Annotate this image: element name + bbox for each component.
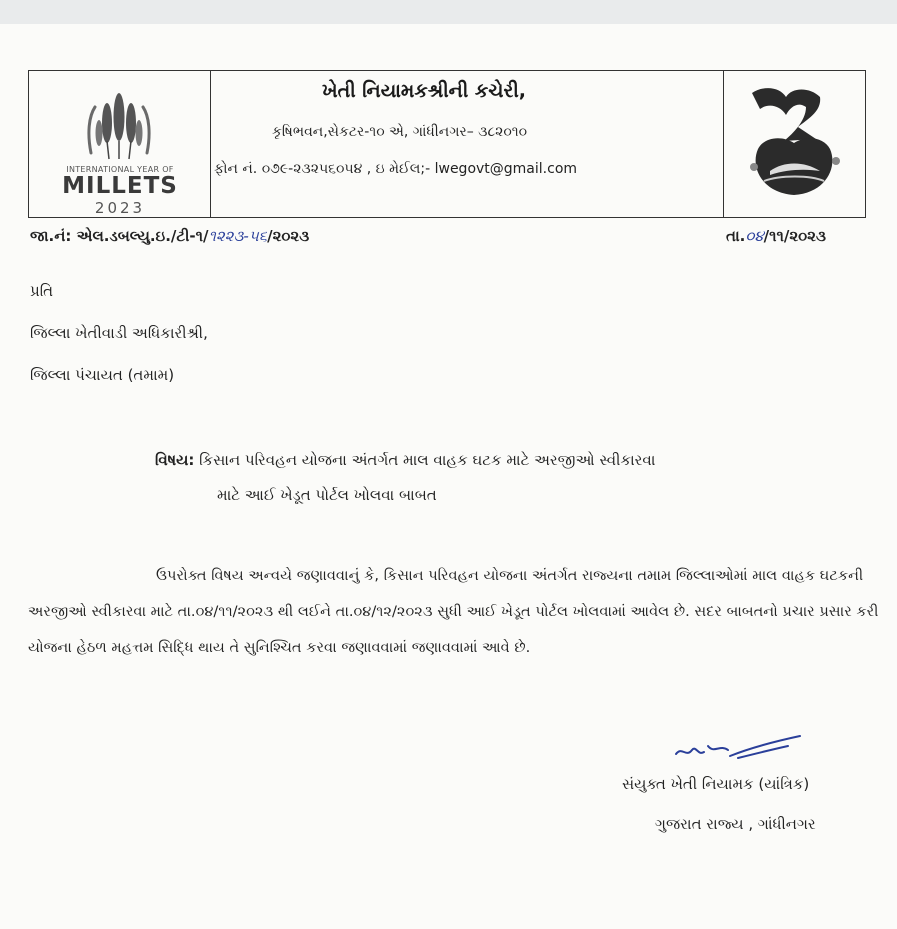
signatory-place: ગુજરાત રાજ્ય , ગાંધીનગર: [655, 815, 816, 833]
millets-logo-tagline: INTERNATIONAL YEAR OF: [66, 165, 174, 174]
office-address: કૃષિભવન,સેકટર-૧૦ એ, ગાંધીનગર– ૩૮૨૦૧૦: [272, 124, 528, 140]
reference-number: [30, 227, 309, 245]
office-name: ખેતી નિયામકશ્રીની કચેરી,: [322, 80, 526, 102]
date-prefix: તા.: [726, 227, 746, 245]
recipient-officer: જિલ્લા ખેતીવાડી અધિકારીશ્રી,: [30, 324, 208, 342]
subject-line-2: માટે આઈ ખેડૂત પોર્ટલ ખોલવા બાબત: [217, 486, 437, 504]
department-emblem-icon: [724, 71, 864, 217]
recipient-panchayat: જિલ્લા પંચાયત (તમામ): [30, 366, 175, 384]
letter-body: [28, 558, 880, 666]
subject-line-1: કિસાન પરિવહન યોજના અંતર્ગત માલ વાહક ઘટક માટે અરજીઓ સ્વીકારવા: [194, 451, 656, 469]
millets-logo: [29, 71, 211, 217]
reference-prefix: જા.નં: એલ.ડબલ્યુ.ઇ./ટી-૧/: [30, 227, 209, 245]
date-handwritten-day: ૦૪: [745, 227, 764, 245]
department-emblem: [723, 71, 865, 217]
date-suffix: /૧૧/૨૦૨૩: [763, 227, 826, 245]
handwritten-signature: [672, 732, 812, 772]
reference-handwritten-number: ૧૨૨૩-૫૬: [208, 227, 268, 245]
body-paragraph: ઉપરોક્ત વિષય અન્વયે જણાવવાનું કે, કિસાન પરિવહન યોજના અંતર્ગત રાજ્યના તમામ જિલ્લાઓમાં માલ વાહક ઘટકની અરજીઓ સ્વીકારવા માટે તા.૦૪/૧૧/૨૦૨૩ થી લઈને તા.૦૪/૧૨/૨૦૨૩ સુધી આઈ ખેડૂત પોર્ટલ ખોલવામાં આવેલ છે. સદર બાબતનો પ્રચાર પ્રસાર કરી યોજના હેઠળ મહત્તમ સિદ્ધિ થાય તે સુનિશ્ચિત કરવા જણાવવામાં જણાવવામાં આવે છે.: [28, 567, 879, 656]
subject-label: વિષય:: [155, 451, 195, 469]
letter-date: [726, 227, 826, 245]
millets-logo-year: 2023: [94, 199, 146, 217]
millet-grain-icon: [29, 71, 211, 166]
signatory-designation: સંયુક્ત ખેતી નિયામક (યાંત્રિક): [622, 775, 810, 793]
office-contact: ફોન નં. ૦૭૯-૨૩૨૫૬૦૫૪ , ઇ મેઈલ;- lwegovt@gmail.com: [214, 161, 578, 177]
top-edge-strip: [0, 0, 897, 24]
millets-logo-title: MILLETS: [62, 173, 178, 199]
reference-suffix: /૨૦૨૩: [267, 227, 310, 245]
letter-subject: [155, 443, 855, 513]
recipient-salutation: પ્રતિ: [30, 282, 54, 300]
